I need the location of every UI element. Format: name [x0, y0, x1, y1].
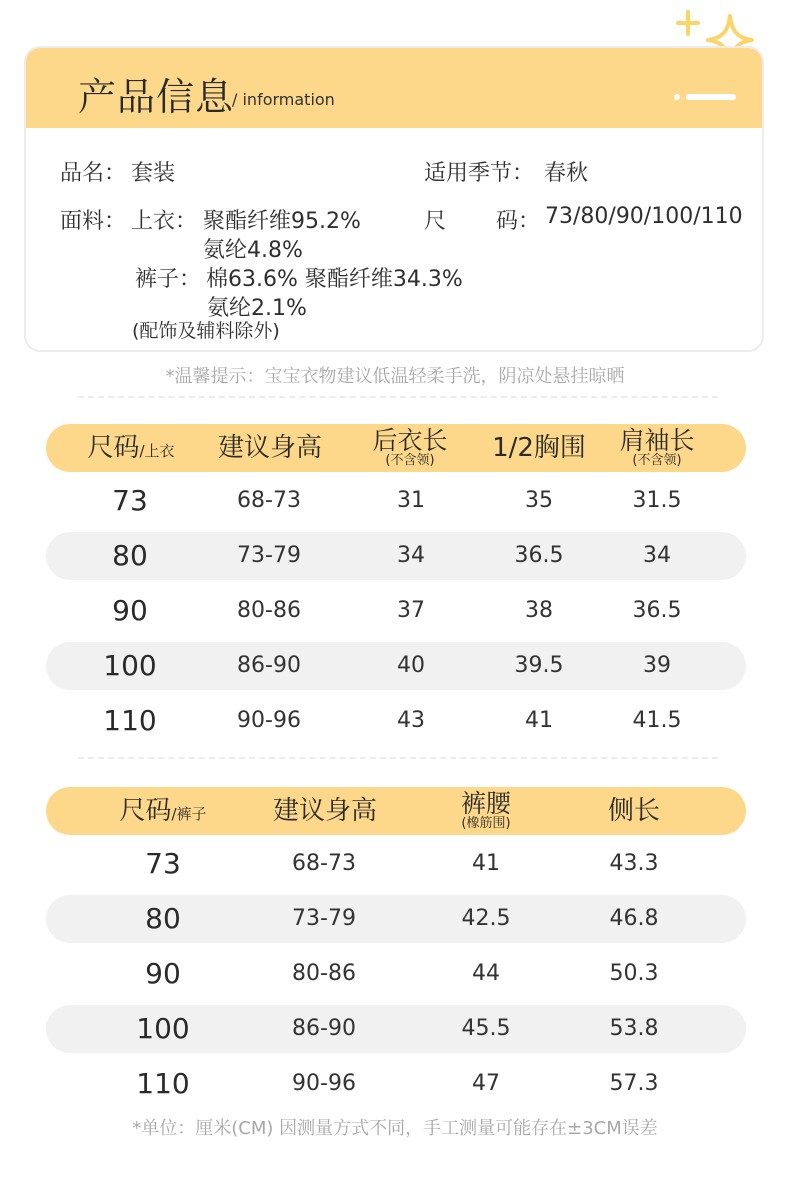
cell-height: 90-96 [292, 1071, 356, 1096]
size-label-2: 码： [496, 209, 541, 234]
cell-side-length: 43.3 [609, 851, 659, 876]
table-row [46, 840, 746, 888]
table-row [46, 697, 746, 745]
header-sleeve-length: 肩袖长 (不含领) [619, 426, 695, 468]
bottom-table-header [46, 787, 746, 835]
header-dot [674, 94, 680, 100]
fabric-note: (配饰及辅料除外) [132, 320, 280, 342]
cell-waist: 47 [472, 1071, 500, 1096]
card-header [26, 48, 762, 128]
cell-sleeve-length: 31.5 [632, 488, 682, 513]
top-label: 上衣： [131, 209, 198, 234]
product-info-card [24, 46, 764, 352]
table-row [46, 642, 746, 690]
cell-back-length: 31 [397, 488, 425, 513]
name-value: 套装 [131, 161, 176, 186]
table-row [46, 477, 746, 525]
cell-height: 90-96 [237, 708, 301, 733]
care-tip: *温馨提示：宝宝衣物建议低温轻柔手洗，阴凉处悬挂晾晒 [165, 366, 625, 387]
header-height: 建议身高 [272, 796, 378, 826]
cell-size: 80 [112, 539, 148, 572]
season-value: 春秋 [544, 161, 589, 186]
cell-height: 80-86 [292, 961, 356, 986]
cell-height: 73-79 [237, 543, 301, 568]
cell-side-length: 57.3 [609, 1071, 659, 1096]
cell-side-length: 46.8 [609, 906, 659, 931]
header-half-chest: 1/2胸围 [492, 433, 586, 463]
cell-waist: 45.5 [461, 1016, 511, 1041]
cell-height: 80-86 [237, 598, 301, 623]
header-back-length: 后衣长 (不含领) [372, 426, 448, 468]
table-row [46, 532, 746, 580]
header-side-length: 侧长 [607, 796, 661, 826]
table-row [46, 587, 746, 635]
cell-back-length: 34 [397, 543, 425, 568]
header-size: 尺码/裤子 [119, 796, 207, 826]
cell-side-length: 50.3 [609, 961, 659, 986]
divider [78, 396, 718, 398]
cell-size: 100 [136, 1012, 190, 1045]
cell-waist: 44 [472, 961, 500, 986]
header-bar [686, 94, 736, 100]
top-line-1: 聚酯纤维95.2% [203, 209, 361, 234]
cell-size: 73 [112, 484, 148, 517]
size-value: 73/80/90/100/110 [545, 204, 743, 229]
divider [78, 757, 718, 759]
cell-sleeve-length: 34 [643, 543, 671, 568]
cell-size: 100 [103, 649, 157, 682]
table-row [46, 950, 746, 998]
cell-size: 80 [145, 902, 181, 935]
cell-back-length: 37 [397, 598, 425, 623]
pants-line-2: 氨纶2.1% [207, 296, 307, 321]
cell-size: 90 [112, 594, 148, 627]
header-waist: 裤腰 (橡筋围) [460, 789, 512, 831]
header-size: 尺码/上衣 [87, 433, 175, 463]
cell-size: 90 [145, 957, 181, 990]
cell-half-chest: 38 [525, 598, 553, 623]
cell-back-length: 43 [397, 708, 425, 733]
table-row [46, 895, 746, 943]
size-label-1: 尺 [424, 209, 447, 234]
table-row [46, 1005, 746, 1053]
pants-line-1: 棉63.6% 聚酯纤维34.3% [206, 267, 463, 292]
cell-half-chest: 39.5 [514, 653, 564, 678]
cell-waist: 41 [472, 851, 500, 876]
cell-sleeve-length: 39 [643, 653, 671, 678]
cell-size: 110 [136, 1067, 190, 1100]
unit-note: *单位：厘米(CM) 因测量方式不同，手工测量可能存在±3CM误差 [132, 1118, 658, 1139]
top-line-2: 氨纶4.8% [203, 238, 303, 263]
card-title: 产品信息 [78, 75, 235, 119]
name-label: 品名： [60, 161, 127, 186]
cell-height: 68-73 [237, 488, 301, 513]
cell-height: 86-90 [237, 653, 301, 678]
card-subtitle: / information [232, 90, 335, 109]
cell-height: 73-79 [292, 906, 356, 931]
cell-sleeve-length: 41.5 [632, 708, 682, 733]
cell-waist: 42.5 [461, 906, 511, 931]
cell-sleeve-length: 36.5 [632, 598, 682, 623]
pants-label: 裤子： [135, 267, 202, 292]
cell-half-chest: 36.5 [514, 543, 564, 568]
table-row [46, 1060, 746, 1108]
cell-height: 68-73 [292, 851, 356, 876]
top-table-header [46, 424, 746, 472]
cell-side-length: 53.8 [609, 1016, 659, 1041]
season-label: 适用季节： [424, 161, 535, 186]
cell-height: 86-90 [292, 1016, 356, 1041]
header-height: 建议身高 [217, 433, 323, 463]
fabric-label: 面料： [60, 209, 127, 234]
cell-half-chest: 41 [525, 708, 553, 733]
cell-half-chest: 35 [525, 488, 553, 513]
cell-back-length: 40 [397, 653, 425, 678]
cell-size: 73 [145, 847, 181, 880]
cell-size: 110 [103, 704, 157, 737]
